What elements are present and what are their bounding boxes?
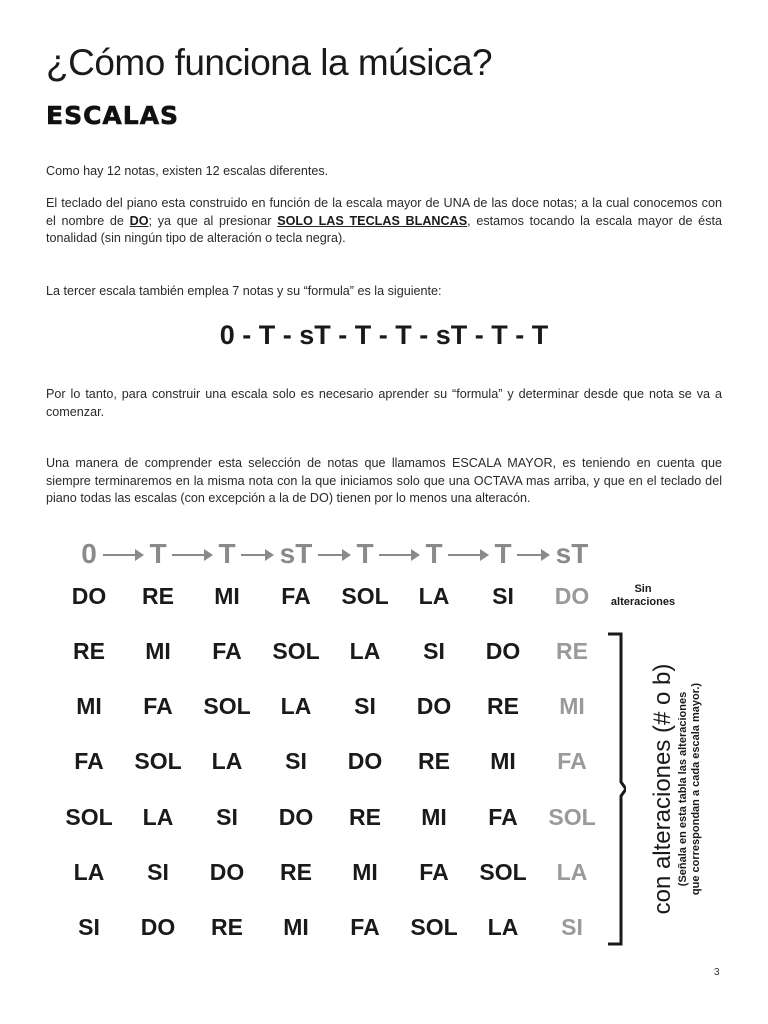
do-emphasis: DO (129, 213, 149, 228)
interval-step: sT (279, 538, 313, 569)
scale-note: RE (73, 638, 105, 664)
octave-note: RE (556, 638, 588, 664)
scale-note: DO (209, 859, 245, 885)
scale-note: LA (418, 583, 450, 609)
scale-note: LA (73, 859, 105, 885)
scale-note: FA (74, 748, 104, 774)
scale-note: SOL (341, 583, 389, 609)
interval-step: 0 (81, 538, 97, 569)
scale-note: SOL (203, 693, 251, 719)
octave-note: FA (557, 748, 587, 774)
scale-note: SI (354, 693, 376, 719)
scale-note: SI (492, 583, 514, 609)
arrow-right-icon (318, 554, 349, 556)
scale-note: MI (214, 583, 240, 609)
scale-note: MI (421, 804, 447, 830)
scale-note: SI (216, 804, 238, 830)
interval-step: sT (555, 538, 589, 569)
interval-step: T (494, 538, 512, 569)
scale-note: SI (147, 859, 169, 885)
interval-step: T (425, 538, 443, 569)
scale-note: RE (418, 748, 450, 774)
scale-note: LA (211, 748, 243, 774)
scale-note: RE (349, 804, 381, 830)
scale-note: DO (71, 583, 107, 609)
scale-note: LA (487, 914, 519, 940)
paragraph-piano-part1: El teclado del piano esta construido en función de la escala mayor de UNA de las doce notas; a la cual conocemos con el nombre de (46, 196, 722, 228)
scale-note: MI (283, 914, 309, 940)
scale-note: MI (76, 693, 102, 719)
scale-note: RE (142, 583, 174, 609)
con-alteraciones-title: con alteraciones (# o b) (649, 663, 676, 915)
paragraph-piano-part3: , estamos tocando la escala mayor de ésta tonalidad (sin ningún tipo de alteración o tecla negra). (46, 213, 722, 245)
scale-note: SOL (479, 859, 527, 885)
scale-note: SI (78, 914, 100, 940)
interval-step: T (356, 538, 374, 569)
scale-note: FA (212, 638, 242, 664)
scale-note: RE (211, 914, 243, 940)
scale-note: MI (145, 638, 171, 664)
scale-note: MI (490, 748, 516, 774)
scale-note: DO (278, 804, 314, 830)
interval-step: T (218, 538, 236, 569)
scale-note: SI (423, 638, 445, 664)
paragraph-piano-part2: ; ya que al presionar (148, 213, 278, 228)
paragraph-construct: Por lo tanto, para construir una escala solo es necesario aprender su “formula” y determinar desde que nota se va a comenzar. (46, 387, 722, 419)
scale-note: MI (352, 859, 378, 885)
interval-step: T (149, 538, 167, 569)
white-keys-emphasis: SOLO LAS TECLAS BLANCAS (277, 213, 468, 228)
scale-note: FA (281, 583, 311, 609)
scale-note: SOL (65, 804, 113, 830)
arrow-right-icon (448, 554, 487, 556)
arrow-right-icon (379, 554, 418, 556)
con-alteraciones-note-1: (Señala en esta tabla las alteraciones (677, 691, 689, 887)
octave-note: LA (556, 859, 588, 885)
section-heading: ESCALAS (46, 101, 180, 130)
scale-note: DO (347, 748, 383, 774)
right-brace-icon (606, 632, 626, 946)
scale-note: SOL (134, 748, 182, 774)
sin-label-line1: Sin (634, 583, 652, 595)
page-number: 3 (714, 967, 720, 978)
scale-note: LA (280, 693, 312, 719)
scale-note: FA (488, 804, 518, 830)
arrow-right-icon (241, 554, 272, 556)
paragraph-intro: Como hay 12 notas, existen 12 escalas diferentes. (46, 164, 329, 178)
scale-note: FA (419, 859, 449, 885)
sin-label-line2: alteraciones (610, 596, 676, 608)
page-title: ¿Cómo funciona la música? (46, 42, 493, 83)
scale-note: SOL (410, 914, 458, 940)
scale-note: FA (350, 914, 380, 940)
scale-formula: 0 - T - sT - T - T - sT - T - T (219, 320, 549, 350)
scale-note: RE (487, 693, 519, 719)
scale-note: FA (143, 693, 173, 719)
octave-note: DO (554, 583, 590, 609)
con-alteraciones-label (649, 664, 703, 915)
sin-alteraciones-label (606, 583, 680, 609)
paragraph-octave: Una manera de comprender esta selección de notas que llamamos ESCALA MAYOR, es teniendo en cuenta que siempre terminaremos en la misma nota con la que iniciamos solo que una OCTAVA mas arriba, y que en el teclado del piano todas las escalas (con excepción a la de DO) tienen por lo menos una alteracón. (46, 456, 722, 505)
scale-note: DO (140, 914, 176, 940)
scale-note: SOL (272, 638, 320, 664)
scale-note: DO (485, 638, 521, 664)
scale-note: RE (280, 859, 312, 885)
paragraph-piano (46, 195, 722, 248)
paragraph-formula-intro: La tercer escala también emplea 7 notas y su “formula” es la siguiente: (46, 284, 442, 298)
con-alteraciones-note-2: que correspondan a cada escala mayor.) (690, 682, 702, 896)
octave-note: SOL (548, 804, 596, 830)
octave-note: MI (559, 693, 585, 719)
arrow-right-icon (517, 554, 548, 556)
octave-note: SI (561, 914, 583, 940)
scale-note: DO (416, 693, 452, 719)
arrow-right-icon (103, 554, 142, 556)
scale-note: SI (285, 748, 307, 774)
scale-note: LA (142, 804, 174, 830)
arrow-right-icon (172, 554, 211, 556)
scale-note: LA (349, 638, 381, 664)
